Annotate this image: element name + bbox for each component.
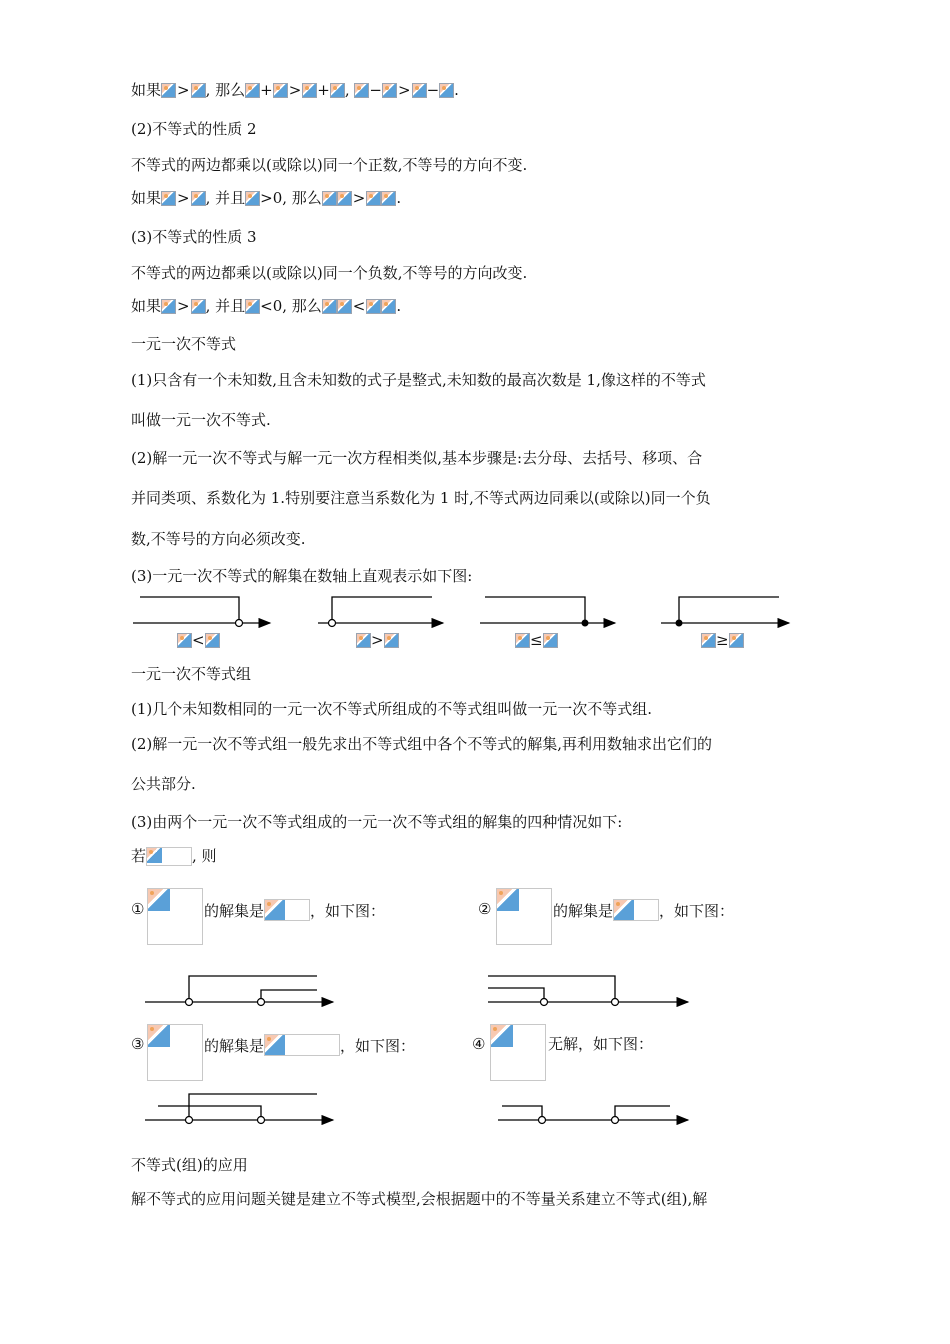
section-title-linear-inequality: 一元一次不等式 [131, 335, 237, 353]
section-title-application: 不等式(组)的应用 [131, 1156, 248, 1174]
sec1-paragraph: (1)只含有一个未知数,且含未知数的式子是整式,未知数的最高次数是 1,像这样的不等式 [131, 371, 706, 389]
formula-image [497, 889, 519, 911]
prop2-text: 不等式的两边都乘以(或除以)同一个正数,不等号的方向不变. [131, 156, 528, 174]
prop3-text: 不等式的两边都乘以(或除以)同一个负数,不等号的方向改变. [131, 264, 528, 282]
sec2-paragraph: (3)由两个一元一次不等式组成的一元一次不等式组的解集的四种情况如下: [131, 813, 623, 831]
prop2-title: (2)不等式的性质 2 [131, 120, 257, 138]
number-line-less-equal [480, 597, 615, 627]
case2-text: 的解集是 ，如下图： [553, 899, 734, 921]
sec2-paragraph: (1)几个未知数相同的一元一次不等式所组成的不等式组叫做一元一次不等式组. [131, 700, 653, 718]
formula-image [148, 1025, 170, 1047]
sec1-paragraph: 并同类项、系数化为 1.特别要注意当系数化为 1 时,不等式两边同乘以(或除以)同一个负 [131, 489, 711, 507]
formula-image [515, 633, 530, 648]
formula-image [614, 900, 634, 920]
formula-image [147, 848, 162, 863]
sec3-paragraph: 解不等式的应用问题关键是建立不等式模型,会根据题中的不等量关系建立不等式(组),解 [131, 1190, 708, 1208]
formula-image [543, 633, 558, 648]
case2-diagram [488, 976, 688, 1006]
formula-image [729, 633, 744, 648]
case3-diagram [145, 1094, 333, 1124]
prop3-formula: 如果 > , 并且 <0, 那么 < . [131, 297, 402, 315]
sec1-paragraph: (3)一元一次不等式的解集在数轴上直观表示如下图: [131, 567, 473, 585]
formula-image [265, 900, 285, 920]
axis-label-less-equal: ≤ [515, 630, 558, 650]
case1-text: 的解集是 ，如下图： [204, 899, 385, 921]
case1-number: ① [131, 900, 145, 918]
formula-image-box [146, 847, 192, 866]
case3-system-image [147, 1024, 203, 1081]
case2-number: ② [478, 900, 492, 918]
formula-image-box [613, 899, 659, 921]
case4-text: 无解，如下图： [548, 1035, 654, 1053]
axis-label-greater-equal: ≥ [701, 630, 744, 650]
case3-text: 的解集是 ，如下图： [204, 1034, 415, 1056]
formula-image-box [264, 1034, 340, 1056]
section-title-inequality-system: 一元一次不等式组 [131, 665, 252, 683]
sec1-paragraph: 叫做一元一次不等式. [131, 411, 271, 429]
formula-image [265, 1035, 285, 1055]
case4-diagram [498, 1106, 688, 1124]
case1-diagram [145, 976, 333, 1006]
axis-label-greater: > [356, 630, 399, 650]
sec2-paragraph: 公共部分. [131, 775, 196, 793]
formula-image [701, 633, 716, 648]
number-line-greater-equal [661, 597, 789, 627]
sec1-paragraph: 数,不等号的方向必须改变. [131, 530, 306, 548]
formula-image [491, 1025, 513, 1047]
formula-image [148, 889, 170, 911]
formula-image [356, 633, 371, 648]
case4-system-image [490, 1024, 546, 1081]
case2-system-image [496, 888, 552, 945]
axis-label-less: < [177, 630, 220, 650]
number-line-less [133, 597, 270, 627]
prop3-title: (3)不等式的性质 3 [131, 228, 257, 246]
formula-image [205, 633, 220, 648]
property1-formula: 如果 > , 那么 + > + , − > − . [131, 81, 459, 99]
formula-image [384, 633, 399, 648]
case4-number: ④ [472, 1035, 486, 1053]
number-line-greater [318, 597, 443, 627]
case1-system-image [147, 888, 203, 945]
sec1-paragraph: (2)解一元一次不等式与解一元一次方程相类似,基本步骤是:去分母、去括号、移项、合 [131, 449, 703, 467]
sec2-paragraph: (2)解一元一次不等式组一般先求出不等式组中各个不等式的解集,再利用数轴求出它们的 [131, 735, 713, 753]
condition-line: 若 , 则 [131, 847, 217, 865]
formula-image [177, 633, 192, 648]
case3-number: ③ [131, 1035, 145, 1053]
formula-image-box [264, 899, 310, 921]
prop2-formula: 如果 > , 并且 >0, 那么 > . [131, 189, 402, 207]
